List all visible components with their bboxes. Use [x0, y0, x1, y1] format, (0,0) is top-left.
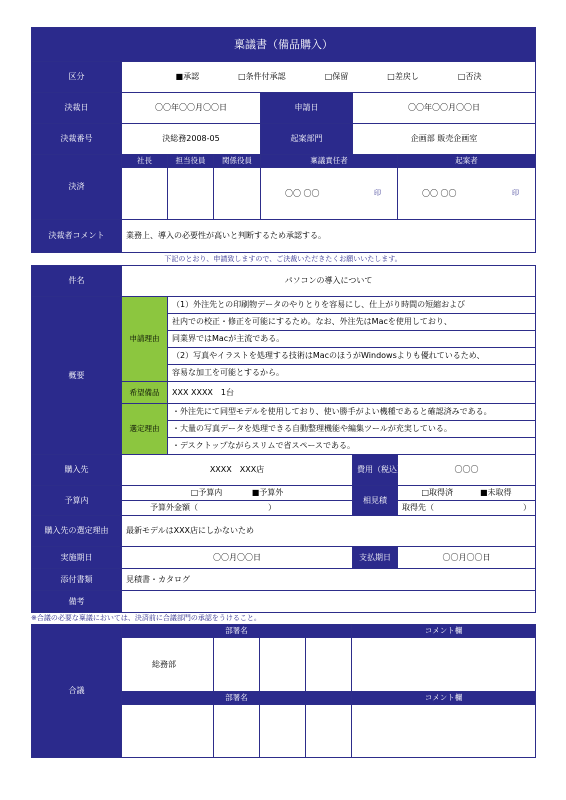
selection-line: ・大量の写真データを処理できる自動整理機能や編集ツールが充実している。	[168, 421, 536, 438]
shiharai-value: 〇〇月〇〇日	[398, 547, 536, 569]
jisshi-label: 実施期日	[32, 547, 122, 569]
header-officer: 担当役員	[168, 155, 214, 168]
tenpu-label: 添付書類	[32, 569, 122, 591]
aigi-comment-2[interactable]	[352, 705, 536, 758]
out-budget-check[interactable]: ■予算外	[251, 488, 284, 497]
aigi-stamp-box[interactable]	[306, 705, 352, 758]
document-title: 稟議書（備品購入）	[32, 28, 536, 62]
konyusaki-value: XXXX XXX店	[122, 455, 353, 486]
dept-header: 部署名	[122, 625, 352, 638]
option-conditional[interactable]: □条件付承認	[238, 72, 286, 81]
header-table	[31, 27, 536, 253]
gaiyo-label: 概要	[32, 297, 122, 455]
responsible-cell	[261, 168, 398, 220]
aimitsumori-label: 相見積	[353, 486, 398, 516]
detail-table	[31, 265, 536, 613]
amount-field[interactable]	[122, 501, 353, 516]
option-reject[interactable]: □否決	[457, 72, 482, 81]
kenmei-value: パソコンの導入について	[122, 266, 536, 297]
drafter-cell	[398, 168, 536, 220]
kubun-options	[122, 62, 536, 93]
selection-label: 選定理由	[122, 404, 168, 455]
aimitsumori-checks	[398, 486, 536, 501]
aigi-stamp-box[interactable]	[260, 705, 306, 758]
reason-line: （2）写真やイラストを処理する技術はMacのほうがWindowsよりも優れているため、	[168, 348, 536, 365]
not-obtained-check[interactable]: ■未取得	[479, 488, 512, 497]
ringi-document	[31, 27, 535, 758]
option-approve[interactable]: ■承認	[175, 72, 200, 81]
aigi-note: ※合議の必要な稟議においては、決済前に合議部門の承認をうけること。	[31, 614, 261, 622]
dept-name-1: 総務部	[122, 638, 214, 692]
selection-line: ・デスクトップながらスリムで省スペースである。	[168, 438, 536, 455]
header-responsible: 稟議責任者	[261, 155, 398, 168]
aigi-label: 合議	[32, 625, 122, 758]
reason-line: 社内での校正・修正を可能にするため。なお、外注先はMacを使用しており、	[168, 314, 536, 331]
selection-reason-value: 最新モデルはXXX店にしかないため	[122, 516, 536, 547]
aigi-stamp-box[interactable]	[260, 638, 306, 692]
selection-line: ・外注先にて同型モデルを使用しており、使い勝手がよい機種であると確認済みである。	[168, 404, 536, 421]
kessai-label: 決済	[32, 155, 122, 220]
obtained-check[interactable]: □取得済	[421, 488, 454, 497]
comment-header: コメント欄	[352, 625, 536, 638]
yosan-checks	[122, 486, 353, 501]
option-hold[interactable]: □保留	[324, 72, 349, 81]
kian-bumon-label: 起案部門	[261, 124, 353, 155]
aigi-stamp-box[interactable]	[306, 638, 352, 692]
reason-line: 容易な加工を可能とするから。	[168, 365, 536, 382]
biko-value[interactable]	[122, 591, 536, 613]
biko-label: 備考	[32, 591, 122, 613]
kian-bumon-value: 企画部 販売企画室	[353, 124, 536, 155]
tenpu-value: 見積書・カタログ	[122, 569, 536, 591]
aigi-comment-1[interactable]	[352, 638, 536, 692]
responsible-stamp: 印	[374, 188, 381, 197]
yosan-label: 予算内	[32, 486, 122, 516]
header-related-officer: 関係役員	[214, 155, 261, 168]
kenmei-label: 件名	[32, 266, 122, 297]
shiharai-label: 支払期日	[353, 547, 398, 569]
in-budget-check[interactable]: □予算内	[190, 488, 223, 497]
aigi-stamp-box[interactable]	[214, 705, 260, 758]
comment-value: 業務上、導入の必要性が高いと判断するため承認する。	[122, 220, 536, 253]
amount-close: ）	[268, 503, 276, 512]
reason-line: 同業界ではMacが主流である。	[168, 331, 536, 348]
source-label: 取得先（	[402, 503, 434, 512]
kessai-date-value: 〇〇年〇〇月〇〇日	[122, 93, 261, 124]
stamp-box-officer[interactable]	[168, 168, 214, 220]
item-label: 希望備品	[122, 382, 168, 404]
kessai-no-value: 決総務2008-05	[122, 124, 261, 155]
kessai-no-label: 決裁番号	[32, 124, 122, 155]
drafter-stamp: 印	[512, 188, 519, 197]
selection-reason-label: 購入先の選定理由	[32, 516, 122, 547]
hiyo-value: 〇〇〇	[398, 455, 536, 486]
request-notice: 下記のとおり、申請致しますので、ご決裁いただきたくお願いいたします。	[164, 255, 402, 263]
responsible-name: 〇〇 〇〇	[285, 188, 320, 198]
kessai-date-label: 決裁日	[32, 93, 122, 124]
amount-label: 予算外金額（	[150, 503, 198, 512]
stamp-box-related[interactable]	[214, 168, 261, 220]
hiyo-label: 費用（税込）	[353, 455, 398, 486]
header-president: 社長	[122, 155, 168, 168]
shinsei-date-value: 〇〇年〇〇月〇〇日	[353, 93, 536, 124]
source-field[interactable]	[398, 501, 536, 516]
header-drafter: 起案者	[398, 155, 536, 168]
item-value: XXX XXXX 1台	[168, 382, 536, 404]
comment-label: 決裁者コメント	[32, 220, 122, 253]
source-close: ）	[523, 503, 532, 512]
dept-name-2[interactable]	[122, 705, 214, 758]
konyusaki-label: 購入先	[32, 455, 122, 486]
jisshi-value: 〇〇月〇〇日	[122, 547, 353, 569]
reason-label: 申請理由	[122, 297, 168, 382]
option-return[interactable]: □差戻し	[387, 72, 419, 81]
drafter-name: 〇〇 〇〇	[422, 188, 457, 198]
stamp-box-president[interactable]	[122, 168, 168, 220]
aigi-table	[31, 624, 536, 758]
shinsei-date-label: 申請日	[261, 93, 353, 124]
comment-header: コメント欄	[352, 692, 536, 705]
reason-line: （1）外注先との印刷物データのやりとりを容易にし、仕上がり時間の短縮および	[168, 297, 536, 314]
aigi-stamp-box[interactable]	[214, 638, 260, 692]
dept-header: 部署名	[122, 692, 352, 705]
kubun-label: 区分	[32, 62, 122, 93]
